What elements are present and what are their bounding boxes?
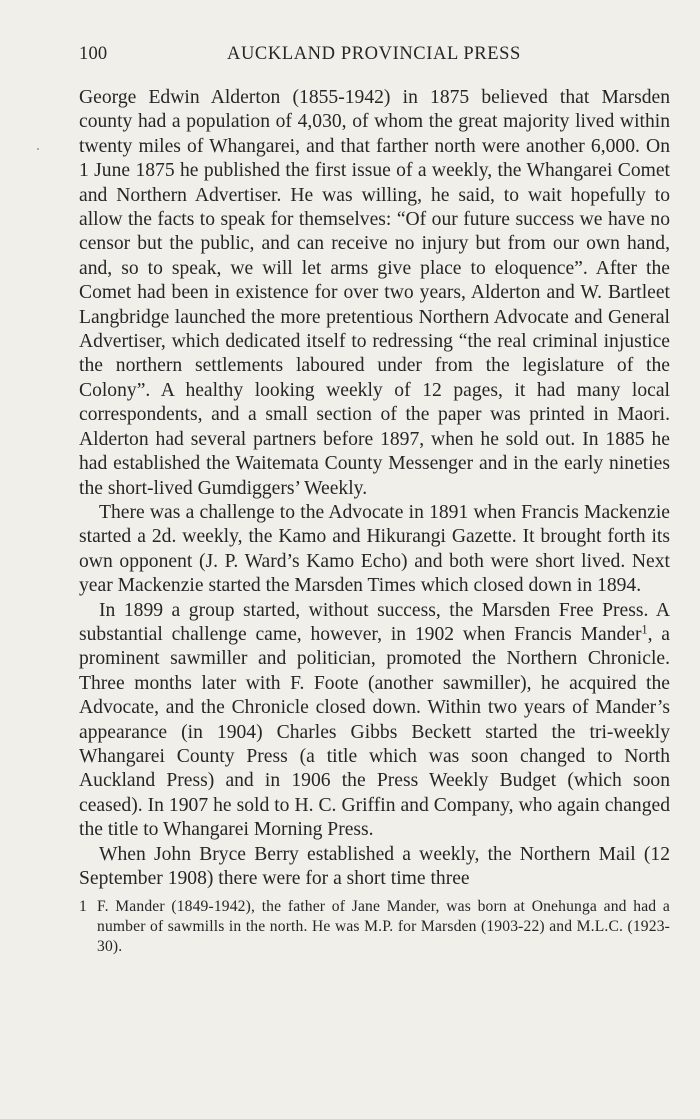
paragraph-mackenzie: There was a challenge to the Advocate in 1891 when Francis Mackenzie started a 2d. weekly, the Kamo and Hikurangi Gazette. It brought forth its own opponent (J. P. Ward’s Kamo Echo) and both were short lived. Next year Mackenzie started the Marsden Times which closed down in 1894. xyxy=(79,501,670,597)
footnote-item xyxy=(79,897,670,956)
paragraph-berry: When John Bryce Berry established a weekly, the Northern Mail (12 September 1908) there were for a short time three xyxy=(79,843,670,889)
paragraph-mander-text-after: , a prominent sawmiller and politician, promoted the Northern Chronicle. Three months later with F. Foote (another sawmiller), he acquired the Advocate, and the Chronicle closed down. Within two years of Mander’s appearance (in 1904) Charles Gibbs Beckett started the tri-weekly Whangarei County Press (a title which was soon changed to North Auckland Press) and in 1906 the Press Weekly Budget (which soon ceased). In 1907 he sold to H. C. Griffin and Company, who again changed the title to Whangarei Morning Press. xyxy=(79,623,670,841)
running-head-title: AUCKLAND PROVINCIAL PRESS xyxy=(227,44,521,64)
paper-speck xyxy=(37,148,39,150)
paragraph-alderton: George Edwin Alderton (1855-1942) in 1875 believed that Marsden county had a population of 4,030, of whom the great majority lived within twenty miles of Whangarei, and that farther north were another 6,000. On 1 June 1875 he published the first issue of a weekly, the Whangarei Comet and Northern Advertiser. He was willing, he said, to wait hopefully to allow the facts to speak for themselves: “Of our future success we have no censor but the public, and can receive no injury but from our own hand, and, so to speak, we will let arms give place to eloquence”. After the Comet had been in existence for over two years, Alderton and W. Bartleet Langbridge launched the more pretentious Northern Advocate and General Advertiser, which dedicated itself to redressing “the real criminal injustice the northern settlements laboured under from the legislature of the Colony”. A healthy looking weekly of 12 pages, it had many local correspondents, and a small section of the paper was printed in Maori. Alderton had several partners before 1897, when he sold out. In 1885 he had established the Waitemata County Messenger and in the early nineties the short-lived Gumdiggers’ Weekly. xyxy=(79,87,670,499)
book-page xyxy=(79,44,670,956)
page-header xyxy=(79,44,670,74)
footnotes xyxy=(79,897,670,956)
footnote-reference[interactable]: 1 xyxy=(641,622,648,637)
page-number: 100 xyxy=(79,44,108,64)
footnote-text: F. Mander (1849-1942), the father of Jane Mander, was born at Onehunga and had a number of sawmills in the north. He was M.P. for Marsden (1903-22) and M.L.C. (1923-30). xyxy=(97,898,670,955)
paragraph-mander-text-before: In 1899 a group started, without success, the Marsden Free Press. A substantial challenge came, however, in 1902 when Francis Mander xyxy=(79,599,670,645)
footnote-marker: 1 xyxy=(79,898,87,916)
body-text xyxy=(79,86,670,891)
paragraph-mander xyxy=(79,599,670,843)
